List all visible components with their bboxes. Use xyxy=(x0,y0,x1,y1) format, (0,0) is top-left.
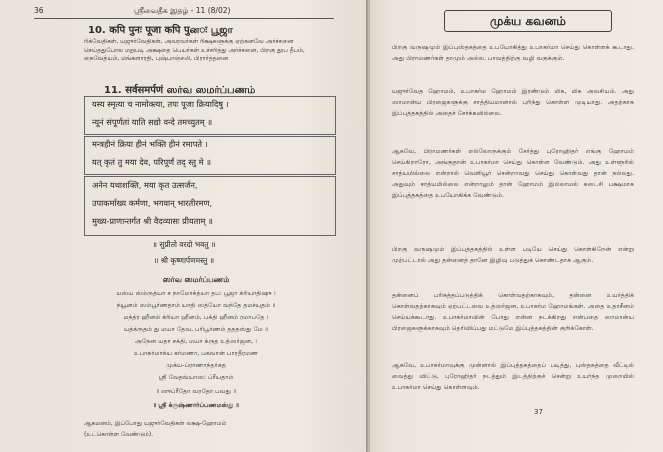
paragraph: ஆகவே, பிராமணர்கள் எல்லோருக்கும் சேர்த்து புரோஹிதர் எங்கு ஹோமம் செய்கிறாரோ, அங்குதான் உபாகர்மா செய்து கொள்ள வேண்டும். அது உள்ளூரில் சாத்யமில்லை என்றால் வெளியூர் சென்றாவது செய்து கொள்வது தான் நல்லது. அதுவும் சாத்யமில்லை என்றாலும் தான் ஹோமம் இல்லாமல் கடைசி பக்ஷமாக இப்புத்தகத்தை உபயோகிக்க வேண்டும். xyxy=(392,148,634,199)
tamil-center-verse-2: ॥ ஸ்ரீ க்ருஷ்ணார்ப்பணமஸ்து ॥ xyxy=(153,402,239,409)
title-box xyxy=(444,10,612,32)
header-title: ஸ்ரீவைதீக இதழ் - 11 (8/02) xyxy=(134,6,231,15)
tamil-center-verse-1: ॥ ஸுப்ரீதோ வரதோ பவது ॥ xyxy=(155,388,237,395)
bottom-note-1: ஆகமனம், இப்போது யஜுர்வேதிகள் லக்ஷ-ஹோமம் xyxy=(84,420,227,427)
paragraph: பிறகு வருஷமும் இப்புத்தகத்தில் உள்ள படியே செய்து கொள்கிறேன் என்று முற்பட்டால் அது தன்னைத் தானே இழிவு படுத்துக் கொண்டதாக ஆகும். xyxy=(392,246,634,264)
page-header xyxy=(34,4,328,18)
paragraph: தன்னைப் பரிசுத்தப்படுத்திக் கொள்வதற்காகவும், தன்னை உயர்த்திக் கொள்வதற்காகவும் ஏற்பட்டவை உத்ஸர்ஜன, உபாகர்ம ஹோமங்கள். அதை உதாசீனம் செய்யக்கூடாது. உபாகர்மாவின் போது என்ன நடக்கிறது என்பதை ஸாமான்ய பிரஜைகளுக்காகவும் தெரிவிப்பது மட்டுமே இப்புத்தகத்தின் குறிக்கோள். xyxy=(392,292,634,332)
tamil-section-heading: ஸர்வ ஸமர்ப்பணம் xyxy=(162,275,230,284)
tamil-line: மந்த்ர ஹீனம் க்ரியா ஹீனம், பக்தி ஹீனம் ரமாபதே । xyxy=(123,314,269,321)
section-10-text: ரிக்வேதிகள், யஜுர்வேதிகள், அவரவர்கள் ரிக்ஷகளுக்கு ஏற்கனவே அர்ச்சனை செய்ததுபோல மறுபடி அக்ஷதை பெயர்கள் உச்சரித்து அர்ச்சனை, பிறகு தூப தீபம், நைவேத்யம், மங்களாரதி, புஷ்பாஞ்சலி, பிரார்த்தனை xyxy=(84,38,305,62)
tamil-line: முக்ய-ப்ராணாந்தர்கத xyxy=(166,362,226,369)
center-verse-2: ॥ श्री कृष्णार्पणमस्तु ॥ xyxy=(153,256,215,265)
sanskrit-line: अनेन यथाशक्ति, मया कृत उत्सर्जन, xyxy=(92,180,198,190)
page-title: முக்ய கவனம் xyxy=(490,14,566,28)
header-rule xyxy=(34,18,334,19)
tamil-line: ந்யூனம் ஸம்பூர்ணதாம் யாதி ஸத்யோ வந்தே தமச்யுதம் ॥ xyxy=(116,302,276,309)
right-page xyxy=(370,0,663,452)
tamil-line: அநேன யதா சக்தி, மயா க்ருத உத்ஸர்ஜன, । xyxy=(135,338,257,345)
sanskrit-line: न्यूनं संपूर्णतां याति सद्यो वन्दे तमच्युतम् ॥ xyxy=(92,117,213,127)
paragraph: பிறகு வருஷமும் இப்புஸ்தகத்தை உபயோகித்து உபாகர்மா செய்து கொள்ளக் கூடாது. அது பிராமணர்கள் தாமும் அல்ல. பாவத்திற்கு வழி வகுக்கும். xyxy=(392,44,634,62)
page-number: 37 xyxy=(534,408,543,416)
page-number: 36 xyxy=(34,6,44,15)
sanskrit-line: मुख्य-प्राणान्तर्गत श्री वैदव्यासः प्रीयताम् ॥ xyxy=(92,216,213,226)
sanskrit-line: उपाकर्माख्य कर्मणा, भगवान् भारतीरमण, xyxy=(92,198,213,208)
section-10-heading: 10. कपि पुनः पूजा कपि पुனः பூஜா xyxy=(88,25,233,36)
paragraph: யஜுர்வேத ஹோமம், உபாகர்ம ஹோமம் இரண்டும் மிக, மிக அவசியம். அது ஸாமான்ய பிரஜைகளுக்கு சாத்தியமானால் புரிந்து கொள்ள முடியாது. அதற்காக இப்புத்தகத்தில் அதைச் சேர்க்கவில்லை. xyxy=(392,88,634,117)
paragraph: ஆகவே, உபாகர்மாவுக்கு முன்னால் இப்புத்தகத்தைப் படித்து, புஸ்தகத்தை வீட்டில் வைத்து விட்டு, புரோஹிதர் நடத்தும் இடத்திற்குச் சென்று உயர்ந்த முறையில் உபாகர்மா செய்து கொள்ளவும். xyxy=(392,362,634,391)
bottom-note-2: (உட்கொள்ள வேண்டும்). xyxy=(84,431,154,438)
tamil-line: யஸ்ய ஸ்ம்ருத்யா ச நாமோக்த்யா தப: பூஜா க்ரியாதிஷு । xyxy=(116,290,276,297)
tamil-line: யத்க்ருதம் து மயா தேவ, பரிபூர்ணம் தததஸ்து மே ॥ xyxy=(123,326,269,333)
sanskrit-line: यत् कृतं तु मया देव, परिपूर्णं तद् स्तु मे ॥ xyxy=(92,157,212,167)
section-11-heading: 11. सर्वसमर्पणं ஸர்வ ஸமர்ப்பணம் xyxy=(104,85,256,96)
center-verse-1: ॥ सुप्रीतो वरदो भवतु ॥ xyxy=(152,240,216,249)
tamil-line: உபாகர்மாக்ய கர்மணா, பகவான் பாரதீரமண xyxy=(133,350,259,357)
sanskrit-line: यस्य स्मृत्या च नामोक्त्या, तपः पूजा क्रियादिषु । xyxy=(92,99,229,109)
sanskrit-line: मन्त्रहीनं क्रिया हीनं भक्ति हीनं रमापते । xyxy=(92,139,208,149)
tamil-line: ஸ்ரீ வேதவ்யாஸ: ப்ரீயதாம் xyxy=(158,374,234,381)
